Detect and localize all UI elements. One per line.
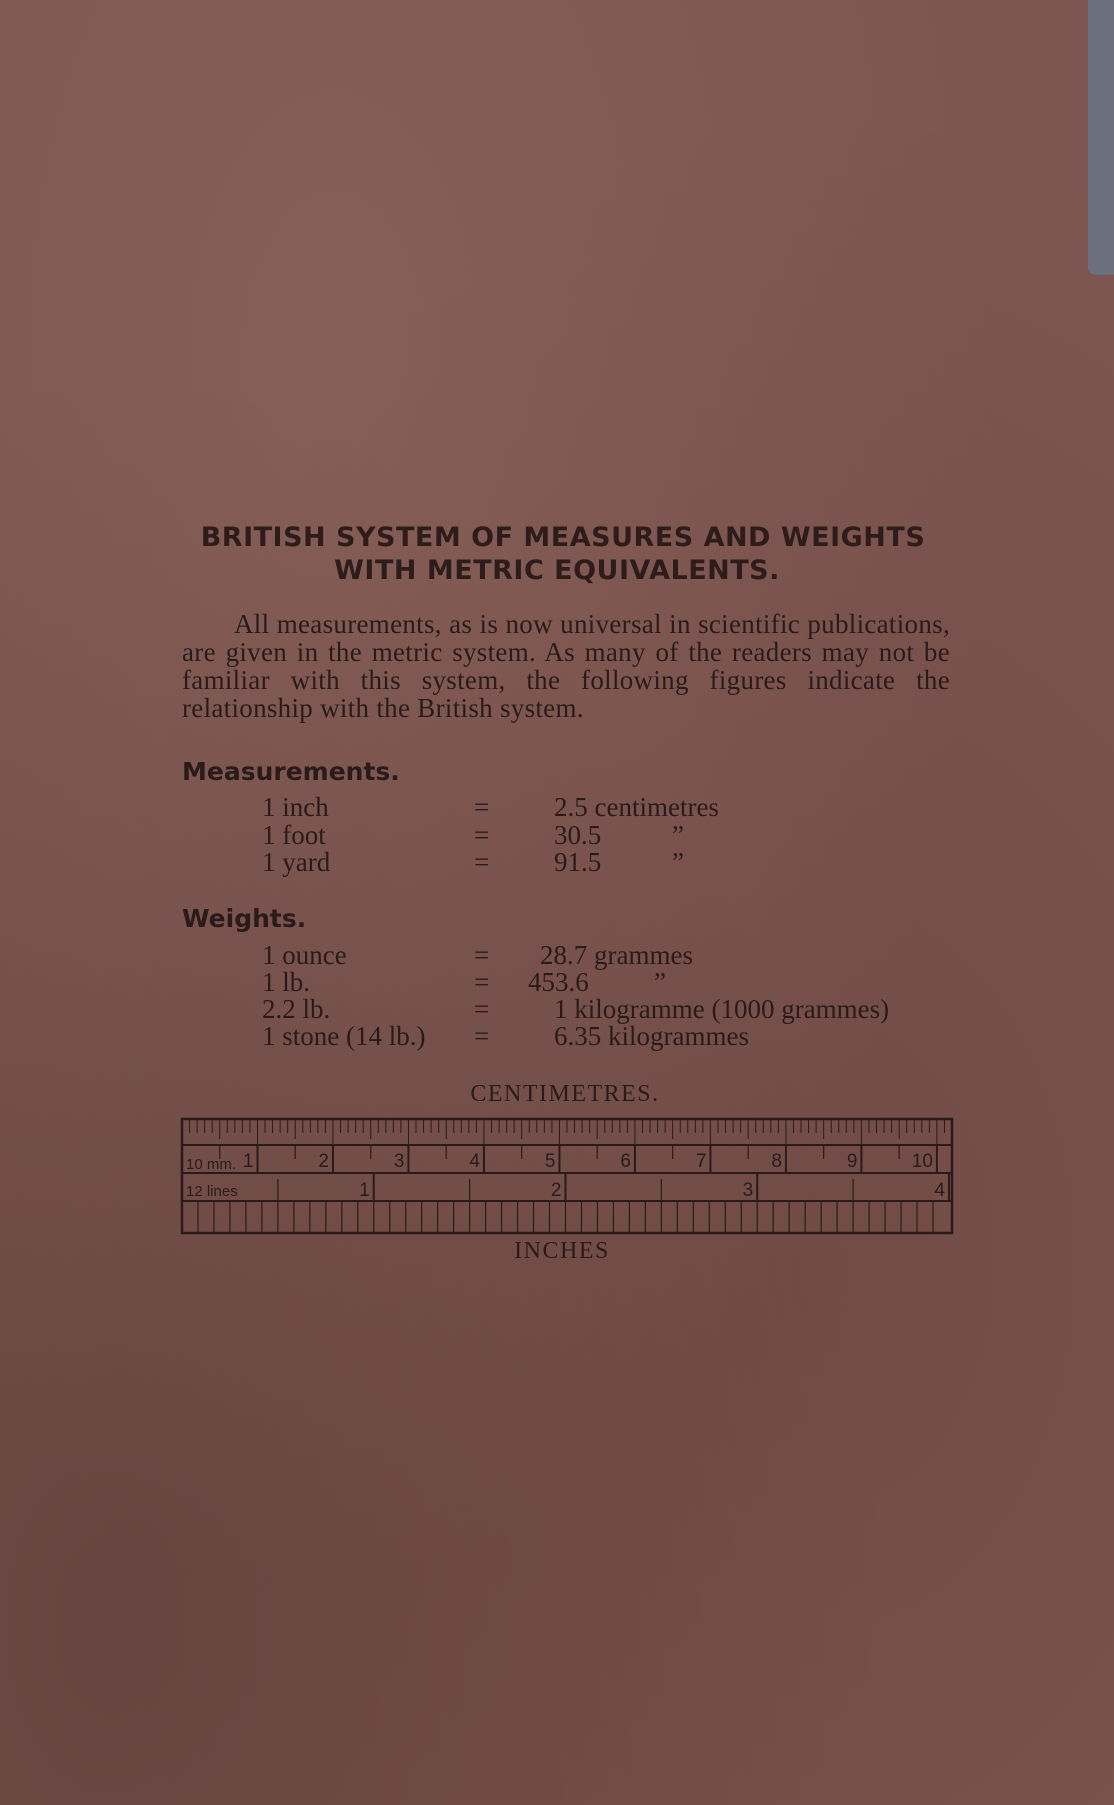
- measurements-heading: Measurements.: [182, 757, 400, 786]
- cm-number: 4: [469, 1151, 480, 1172]
- equals-sign: =: [474, 994, 490, 1024]
- unit: 2.2 lb.: [262, 994, 331, 1024]
- inch-number: 2: [550, 1180, 562, 1201]
- metric-value: 1 kilogramme (1000 grammes): [554, 994, 890, 1024]
- cm-number: 8: [771, 1151, 782, 1172]
- cm-number: 1: [242, 1151, 254, 1172]
- metric-value: 91.5: [554, 847, 602, 877]
- cm-number: 9: [846, 1151, 858, 1172]
- inch-number: 4: [934, 1180, 945, 1201]
- equals-sign: =: [474, 967, 490, 997]
- page-edge: [1088, 0, 1114, 275]
- title-line-2: WITH METRIC EQUIVALENTS.: [334, 555, 780, 586]
- inch-number: 3: [742, 1180, 754, 1201]
- weights-heading: Weights.: [182, 904, 307, 933]
- cm-number: 2: [318, 1151, 329, 1172]
- cm-number: 6: [620, 1151, 631, 1172]
- unit: 1 lb.: [262, 967, 311, 997]
- ruler-scale: [180, 1117, 955, 1237]
- metric-value: 6.35 kilogrammes: [554, 1021, 749, 1051]
- ruler-frame: [182, 1119, 952, 1233]
- cm-number: 7: [695, 1151, 707, 1172]
- intro-paragraph: All measurements, as is now universal in scientific publications, are given in the metric system. As many of the readers may not be familiar with this system, the following figures indicate the relationship with the British system.: [182, 609, 950, 723]
- ditto-mark: ”: [672, 820, 684, 850]
- cm-number: 5: [544, 1151, 556, 1172]
- metric-value: 453.6: [528, 967, 589, 997]
- unit: 1 inch: [262, 792, 329, 822]
- equals-sign: =: [474, 792, 490, 822]
- unit: 1 stone (14 lb.): [262, 1021, 426, 1051]
- ditto-mark: ”: [654, 967, 666, 997]
- equals-sign: =: [474, 1021, 490, 1051]
- metric-value: 2.5 centimetres: [554, 792, 719, 822]
- cm-number: 10: [911, 1151, 933, 1172]
- centimetres-label: CENTIMETRES.: [470, 1081, 660, 1107]
- unit: 1 foot: [262, 820, 326, 850]
- equals-sign: =: [474, 940, 490, 970]
- unit: 1 ounce: [262, 940, 347, 970]
- title-line-1: BRITISH SYSTEM OF MEASURES AND WEIGHTS: [200, 522, 926, 553]
- cm-note: 10 mm.: [186, 1156, 237, 1173]
- equals-sign: =: [474, 820, 490, 850]
- inch-number: 1: [359, 1180, 370, 1201]
- inch-note: 12 lines: [186, 1183, 238, 1200]
- metric-value: 28.7 grammes: [540, 940, 693, 970]
- cm-number: 3: [393, 1151, 405, 1172]
- inches-label: INCHES: [514, 1238, 610, 1264]
- equals-sign: =: [474, 847, 490, 877]
- unit: 1 yard: [262, 847, 331, 877]
- metric-value: 30.5: [554, 820, 602, 850]
- ditto-mark: ”: [672, 847, 684, 877]
